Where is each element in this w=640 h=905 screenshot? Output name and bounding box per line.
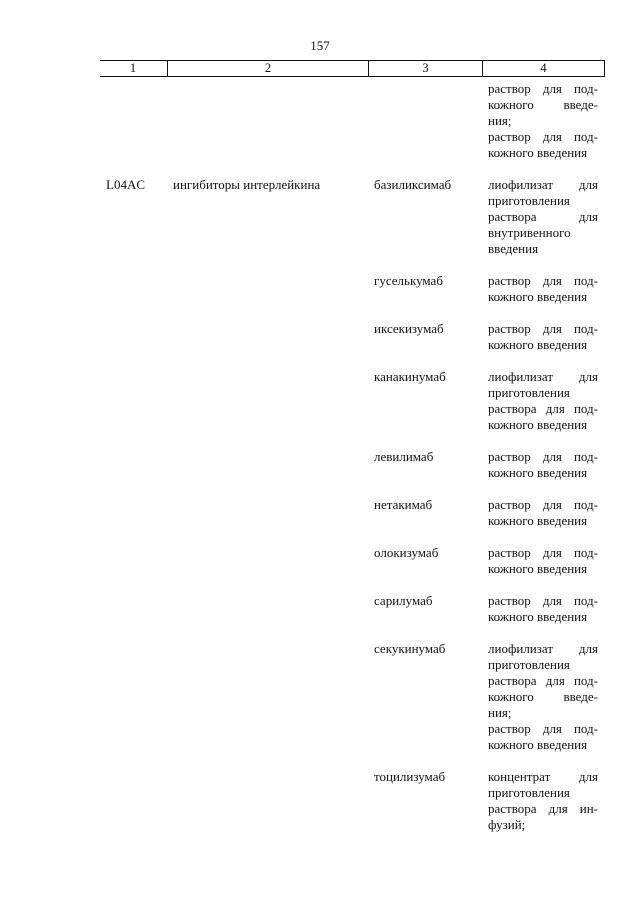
dosage-forms (488, 593, 598, 625)
dosage-forms (488, 769, 598, 833)
dosage-form-line: кожного введения (488, 737, 588, 752)
column-header-4: 4 (482, 61, 605, 76)
dosage-form-line: кожного введения (488, 513, 588, 528)
drug-name: секукинумаб (374, 641, 446, 656)
dosage-form-line: лиофилизат для (488, 177, 598, 192)
dosage-form-line: лиофилизат для (488, 369, 598, 384)
column-header-3: 3 (368, 61, 482, 76)
dosage-form-line: раствор для под- (488, 81, 598, 96)
dosage-form-line: концентрат для (488, 769, 598, 784)
dosage-forms (488, 449, 598, 481)
dosage-form-line: раствор для под- (488, 129, 598, 144)
dosage-form-line: ния; (488, 113, 512, 128)
pharmacological-group: ингибиторы интерлейкина (173, 177, 321, 192)
dosage-form-line: внутривенного (488, 225, 571, 240)
dosage-form-line: раствор для под- (488, 321, 598, 336)
dosage-form-line: кожного введе- (488, 689, 598, 704)
dosage-form-line: раствор для под- (488, 593, 598, 608)
dosage-form-line: лиофилизат для (488, 641, 598, 656)
table-header-row (100, 60, 605, 77)
dosage-forms (488, 641, 598, 753)
dosage-form-line: приготовления (488, 657, 570, 672)
drug-name: нетакимаб (374, 497, 433, 512)
dosage-forms (488, 497, 598, 529)
drug-name: иксекизумаб (374, 321, 444, 336)
drug-name: тоцилизумаб (374, 769, 446, 784)
dosage-form-line: раствора для под- (488, 401, 598, 416)
dosage-form-line: приготовления (488, 785, 570, 800)
dosage-form-line: введения (488, 241, 539, 256)
dosage-form-line: раствор для под- (488, 545, 598, 560)
column-header-1: 1 (129, 61, 137, 75)
dosage-form-line: кожного введения (488, 289, 588, 304)
dosage-form-line: раствор для под- (488, 273, 598, 288)
dosage-forms (488, 177, 598, 257)
dosage-form-line: раствора для ин- (488, 801, 598, 816)
dosage-form-line: приготовления (488, 385, 570, 400)
dosage-form-line: кожного введения (488, 465, 588, 480)
drug-name: гуселькумаб (374, 273, 443, 288)
dosage-form-line: кожного введе- (488, 97, 598, 112)
dosage-form-line: ния; (488, 705, 512, 720)
dosage-forms (488, 273, 598, 305)
dosage-form-line: раствор для под- (488, 721, 598, 736)
column-header-2: 2 (167, 61, 368, 76)
dosage-forms (488, 369, 598, 433)
dosage-form-line: фузий; (488, 817, 526, 832)
dosage-form-line: раствора для под- (488, 673, 598, 688)
drug-name: базиликсимаб (374, 177, 452, 192)
atc-code: L04AC (106, 177, 145, 192)
drug-name: канакинумаб (374, 369, 446, 384)
drug-name: сарилумаб (374, 593, 433, 608)
dosage-form-line: приготовления (488, 193, 570, 208)
dosage-form-line: кожного введения (488, 337, 588, 352)
page-number: 157 (310, 38, 330, 53)
dosage-form-line: раствор для под- (488, 497, 598, 512)
dosage-form-line: кожного введения (488, 561, 588, 576)
dosage-form-line: раствора для (488, 209, 598, 224)
dosage-form-line: кожного введения (488, 609, 588, 624)
drug-name: олокизумаб (374, 545, 439, 560)
dosage-form-line: кожного введения (488, 417, 588, 432)
dosage-forms (488, 81, 598, 161)
dosage-forms (488, 545, 598, 577)
dosage-forms (488, 321, 598, 353)
dosage-form-line: раствор для под- (488, 449, 598, 464)
dosage-form-line: кожного введения (488, 145, 588, 160)
drug-name: левилимаб (374, 449, 434, 464)
